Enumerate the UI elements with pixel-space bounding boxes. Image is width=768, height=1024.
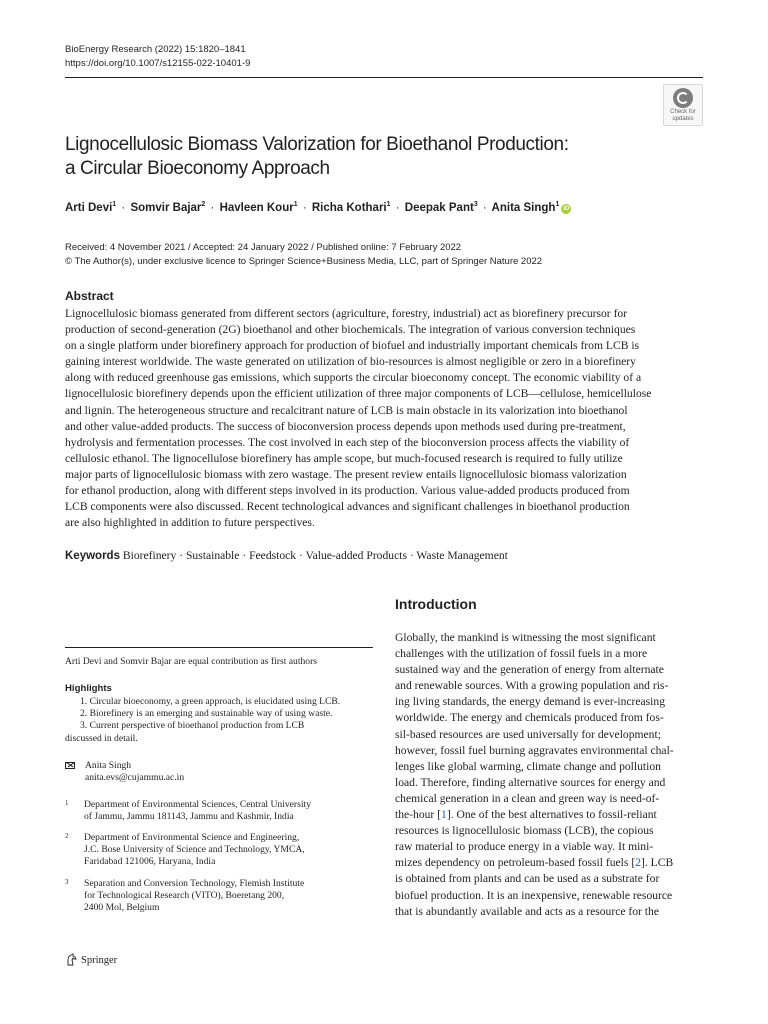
doi-link[interactable]: https://doi.org/10.1007/s12155-022-10401-9 <box>65 57 251 69</box>
author-separator: · <box>121 201 126 214</box>
affiliation-line: Department of Environmental Sciences, Central University <box>84 799 311 810</box>
intro-line: worldwide. The energy and chemicals produced from fos- <box>395 711 664 725</box>
intro-text: mizes dependency on petroleum-based fossil fuels [ <box>395 856 636 870</box>
intro-line: raw material to produce energy in a viable way. It mini- <box>395 840 654 854</box>
abstract-line: production of second-generation (2G) bioethanol and other biochemicals. The integration of various conversion techniques <box>65 323 636 337</box>
affiliation-number: 3 <box>65 878 69 886</box>
affiliation-line: for Technological Research (VITO), Boeretang 200, <box>84 890 285 902</box>
abstract-line: cellulosic ethanol. The lignocellulose biorefinery has ample scope, but much-focused research is required to fully utilize <box>65 451 623 465</box>
author-name[interactable]: Anita Singh <box>491 201 556 214</box>
introduction-heading: Introduction <box>395 596 477 612</box>
intro-line <box>395 807 703 823</box>
affiliation-line: Department of Environmental Science and Engineering, <box>84 832 300 843</box>
check-for-updates-label: Check for updates <box>670 109 696 122</box>
intro-text: ]. One of the best alternatives to fossil-reliant <box>446 808 657 822</box>
highlight-item: 3. Current perspective of bioethanol production from LCB <box>80 720 305 732</box>
springer-horse-icon <box>65 953 78 966</box>
highlights-label: Highlights <box>65 683 112 694</box>
author-list <box>65 201 571 214</box>
intro-line: sustained way and the generation of energy from alternate <box>395 663 664 677</box>
affiliation-number: 2 <box>65 832 69 840</box>
citation-link[interactable]: 1 <box>441 808 447 822</box>
affiliation-line: 2400 Mol, Belgium <box>84 902 160 914</box>
corresponding-author <box>65 760 184 784</box>
intro-line: ing living standards, the energy demand is ever-increasing <box>395 695 665 709</box>
affiliation-marker: 2 <box>201 201 206 208</box>
title-line: a Circular Bioeconomy Approach <box>65 158 330 179</box>
intro-line: Globally, the mankind is witnessing the most significant <box>395 631 656 644</box>
affiliation-line: Faridabad 121006, Haryana, India <box>84 856 216 868</box>
intro-text: ]. LCB <box>640 856 674 870</box>
refresh-icon <box>673 88 693 108</box>
envelope-icon <box>65 762 75 769</box>
keywords-label: Keywords <box>65 550 120 562</box>
journal-header <box>65 43 250 70</box>
abstract-line: Lignocellulosic biomass generated from different sectors (agriculture, forestry, industrial) act as biorefinery precursor for <box>65 307 628 320</box>
abstract-line: major parts of lignocellulosic biomass with zero wastage. The present review entails lignocellulosic biomass valorization <box>65 467 627 481</box>
keywords-list: Biorefinery · Sustainable · Feedstock · Value-added Products · Waste Management <box>122 549 508 562</box>
affiliation-line: J.C. Bose University of Science and Technology, YMCA, <box>84 844 305 856</box>
title-line: Lignocellulosic Biomass Valorization for Bioethanol Production: <box>65 134 569 155</box>
author-separator: · <box>395 201 400 214</box>
corresponding-name: Anita Singh <box>85 760 132 771</box>
affiliation-marker: 1 <box>112 201 117 208</box>
intro-line: load. Therefore, finding alternative sources for energy and <box>395 775 666 789</box>
publisher-footer <box>65 953 117 966</box>
affiliation-line: Separation and Conversion Technology, Flemish Institute <box>84 878 305 889</box>
intro-line: challenges with the utilization of fossil fuels in a more <box>395 647 648 661</box>
article-title <box>65 133 645 181</box>
intro-line: is obtained from plants and can be used as a substrate for <box>395 872 660 886</box>
footnote-divider <box>65 647 373 648</box>
affiliation <box>65 832 305 869</box>
publisher-name: Springer <box>81 955 118 966</box>
affiliation-marker: 1 <box>555 201 560 208</box>
abstract-line: gaining interest worldwide. The waste generated on utilization of bio-resources is almost negligible or zero in a biorefinery <box>65 355 636 369</box>
author-name[interactable]: Havleen Kour <box>219 201 294 214</box>
check-for-updates-badge[interactable] <box>663 84 703 126</box>
intro-line: lenges like global warming, climate change and pollution <box>395 759 661 773</box>
orcid-icon[interactable]: iD <box>563 205 570 212</box>
author-name[interactable]: Richa Kothari <box>311 201 387 214</box>
equal-contribution-note: Arti Devi and Somvir Bajar are equal contribution as first authors <box>65 656 318 667</box>
dates-line: Received: 4 November 2021 / Accepted: 24 January 2022 / Published online: 7 February 2022 <box>65 242 462 253</box>
intro-line: that is abundantly available and acts as a resource for the <box>395 904 659 918</box>
author-separator: · <box>302 201 307 214</box>
abstract-line: on a single platform under biorefinery approach for production of biofuel and industrially important chemicals from LCB is <box>65 339 640 353</box>
abstract-line: and other value-added products. The success of bioconversion process depends upon methods used during pre-treatment, <box>65 419 626 433</box>
affiliation-marker: 1 <box>386 201 391 208</box>
abstract-line: are also highlighted in addition to future perspectives. <box>65 516 315 530</box>
affiliation-marker: 3 <box>473 201 478 208</box>
abstract-line: hydrolysis and fermentation processes. The cost involved in each step of the bioconversion process affects the viability of <box>65 435 630 449</box>
highlight-continuation: discussed in detail. <box>65 732 138 744</box>
affiliation-line: of Jammu, Jammu 181143, Jammu and Kashmir, India <box>84 811 294 823</box>
intro-line: however, fossil fuel burning aggravates environmental chal- <box>395 743 674 757</box>
journal-citation: BioEnergy Research (2022) 15:1820–1841 <box>65 44 246 55</box>
publication-dates <box>65 241 542 268</box>
highlights-list <box>65 696 375 745</box>
affiliation <box>65 799 311 823</box>
affiliation-marker: 1 <box>293 201 298 208</box>
intro-line: chemical generation in a clean and green way is need-of- <box>395 791 660 805</box>
intro-line: resources is lignocellulosic biomass (LCB), the copious <box>395 824 654 838</box>
keywords <box>65 549 508 562</box>
introduction-body <box>395 630 703 920</box>
author-name[interactable]: Somvir Bajar <box>130 201 202 214</box>
abstract-body <box>65 306 703 531</box>
abstract-line: and lignin. The heterogeneous structure and recalcitrant nature of LCB is main obstacle in its valorization into bioethanol <box>65 403 628 417</box>
header-divider <box>65 77 703 78</box>
abstract-line: along with reduced greenhouse gas emissions, which supports the circular bioeconomy concept. The economic viability of a <box>65 371 642 385</box>
intro-line: and renewable sources. With a growing population and ris- <box>395 679 669 693</box>
author-separator: · <box>210 201 215 214</box>
highlight-item: 2. Biorefinery is an emerging and sustainable way of using waste. <box>80 708 333 720</box>
author-separator: · <box>482 201 487 214</box>
abstract-heading: Abstract <box>65 289 114 303</box>
intro-line <box>395 855 703 871</box>
corresponding-email[interactable]: anita.evs@cujammu.ac.in <box>85 772 185 784</box>
abstract-line: LCB components were also discussed. Recent technological advances and significant challenges in bioethanol production <box>65 500 630 514</box>
intro-line: sil-based resources are used universally for development; <box>395 727 661 741</box>
intro-line: biofuel production. It is an inexpensive, renewable resource <box>395 888 673 902</box>
copyright-line: © The Author(s), under exclusive licence to Springer Science+Business Media, LLC, part of Springer Nature 2022 <box>65 255 543 267</box>
affiliation <box>65 878 304 915</box>
abstract-line: lignocellulosic biorefinery depends upon the efficient utilization of three major components of LCB—cellulose, hemicellulose <box>65 387 652 401</box>
citation-link[interactable]: 2 <box>635 856 641 870</box>
abstract-line: for ethanol production, along with different steps involved in its production. Various value-added products produced from <box>65 484 630 498</box>
highlight-item: 1. Circular bioeconomy, a green approach, is elucidated using LCB. <box>80 696 341 707</box>
author-name[interactable]: Arti Devi <box>65 201 113 214</box>
author-name[interactable]: Deepak Pant <box>404 201 474 214</box>
affiliation-number: 1 <box>65 799 69 807</box>
intro-text: the-hour [ <box>395 808 442 822</box>
